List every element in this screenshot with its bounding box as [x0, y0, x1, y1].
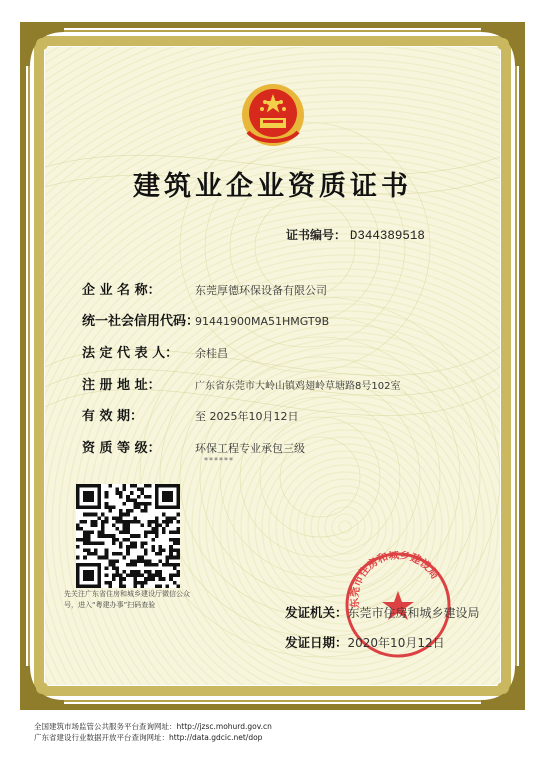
footer-line-1: 全国建筑市场监管公共服务平台查询网址：http://jzsc.mohurd.gov.cn — [34, 722, 272, 731]
field-company-name — [82, 279, 327, 298]
issuer-value: 东莞市住房和城乡建设局 — [347, 606, 480, 620]
field-legal-representative — [82, 342, 228, 361]
seal-text: 东莞市住房和城乡建设局 — [348, 551, 441, 610]
field-label: 资 质 等 级： — [82, 441, 161, 456]
field-value: 91441900MA51HMGT9B — [195, 315, 330, 328]
national-emblem-icon — [240, 82, 306, 148]
field-label: 注 册 地 址： — [82, 378, 161, 393]
field-label: 统一社会信用代码： — [82, 314, 200, 329]
field-qualification-level — [82, 437, 305, 456]
field-value: 广东省东莞市大岭山镇鸡翅岭草塘路8号102室 — [195, 381, 401, 392]
field-value: 东莞厚德环保设备有限公司 — [195, 284, 327, 297]
field-label: 有 效 期： — [82, 409, 144, 424]
field-value: 环保工程专业承包三级 — [195, 442, 305, 455]
footer-line-2: 广东省建设行业数据开放平台查询网址：http://data.gdcic.net/dop — [34, 733, 263, 742]
certificate-number — [286, 226, 425, 243]
field-registered-address — [82, 374, 400, 393]
issue-date-value: 2020年10月12日 — [347, 636, 445, 650]
qr-caption: 先关注广东省住房和城乡建设厅微信公众号，进入“粤建办事”扫码查验 — [64, 590, 190, 609]
footer-urls — [34, 721, 272, 743]
corner-ornament-top-left — [22, 24, 66, 68]
corner-ornament-bottom-right — [479, 664, 523, 708]
issuing-authority — [285, 603, 480, 621]
field-label: 法 定 代 表 人： — [82, 346, 179, 361]
field-value: 至 2025年10月12日 — [195, 410, 299, 423]
certificate-title: 建筑业企业资质证书 — [133, 171, 412, 202]
issuer-label: 发证机关： — [285, 605, 348, 620]
qr-code-icon — [76, 484, 180, 588]
corner-ornament-top-right — [479, 24, 523, 68]
issue-date-label: 发证日期： — [285, 635, 348, 650]
field-value: 余桂昌 — [195, 347, 228, 360]
certificate-number-label: 证书编号： — [286, 228, 347, 242]
qr-code — [76, 484, 180, 588]
field-credit-code — [82, 310, 329, 329]
asterisk-filler: ****** — [204, 456, 234, 465]
corner-ornament-bottom-left — [22, 664, 66, 708]
issue-date — [285, 633, 445, 651]
certificate-number-value: D344389518 — [349, 229, 425, 243]
field-label: 企 业 名 称： — [82, 283, 161, 298]
field-validity — [82, 405, 299, 424]
